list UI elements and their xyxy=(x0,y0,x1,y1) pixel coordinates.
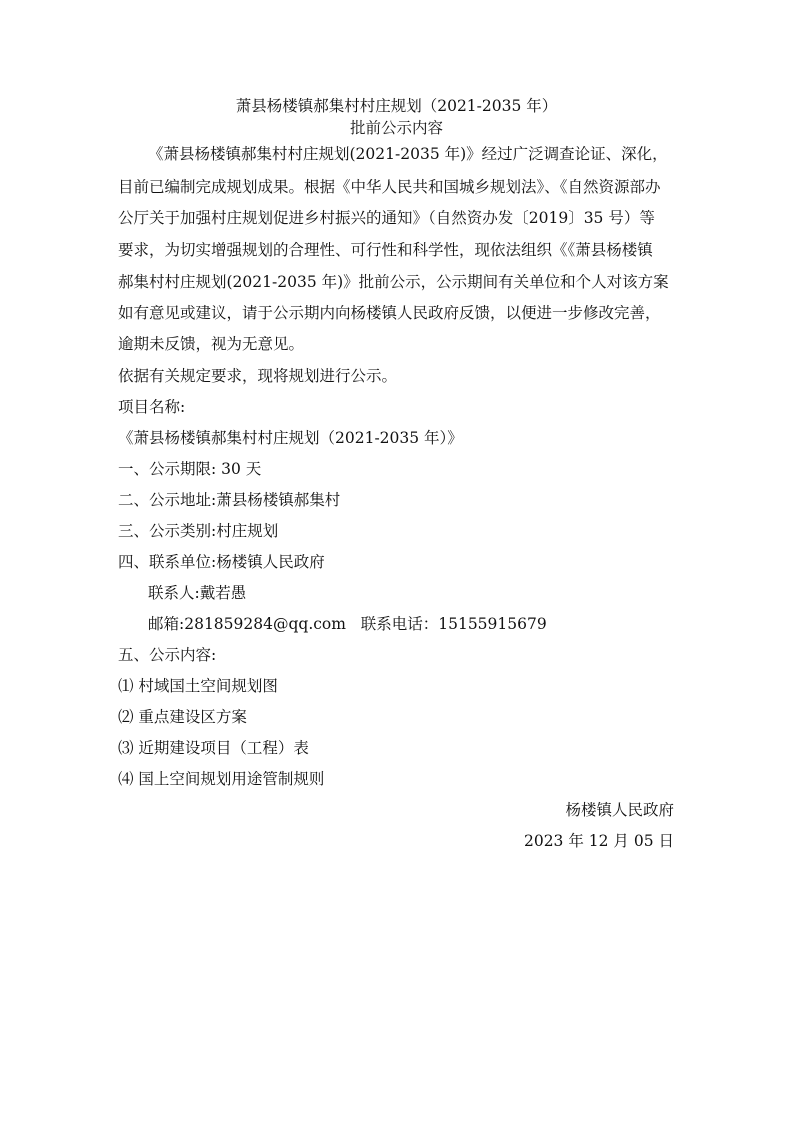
intro-paragraph-line: 《萧县杨楼镇郝集村村庄规划(2021-2035 年)》经过广泛调查论证、深化， xyxy=(148,145,668,163)
document-title: 萧县杨楼镇郝集村村庄规划（2021-2035 年） xyxy=(235,97,558,115)
intro-paragraph-line: 要求，为切实增强规划的合理性、可行性和科学性，现依法组织《《萧县杨楼镇 xyxy=(118,241,653,259)
content-item: ⑷ 国上空间规划用途管制规则 xyxy=(118,770,325,788)
content-item: ⑵ 重点建设区方案 xyxy=(118,708,247,726)
contact-person: 联系人:戴若愚 xyxy=(148,584,247,602)
contact-email-phone: 邮箱:281859284@qq.com 联系电话：15155915679 xyxy=(148,615,547,633)
publicity-period: 一、公示期限: 30 天 xyxy=(118,460,262,478)
content-item: ⑴ 村域国土空间规划图 xyxy=(118,677,278,695)
content-label: 五、公示内容: xyxy=(118,646,217,664)
intro-paragraph-line: 目前已编制完成规划成果。根据《中华人民共和国城乡规划法》、《自然资源部办 xyxy=(118,178,661,196)
signature-date: 2023 年 12 月 05 日 xyxy=(523,832,674,850)
contact-unit: 四、联系单位:杨楼镇人民政府 xyxy=(118,553,325,571)
signature-org: 杨楼镇人民政府 xyxy=(565,801,674,819)
intro-paragraph-line: 逾期未反馈，视为无意见。 xyxy=(118,335,305,353)
intro-paragraph-line: 公厅关于加强村庄规划促进乡村振兴的通知》（自然资办发〔2019〕35 号）等 xyxy=(118,209,655,227)
publicity-location: 二、公示地址:萧县杨楼镇郝集村 xyxy=(118,491,341,509)
project-name-value: 《萧县杨楼镇郝集村村庄规划（2021-2035 年）》 xyxy=(118,429,463,447)
document-subtitle: 批前公示内容 xyxy=(349,119,443,137)
basis-statement: 依据有关规定要求，现将规划进行公示。 xyxy=(118,367,398,385)
publicity-category: 三、公示类别:村庄规划 xyxy=(118,522,279,540)
intro-paragraph-line: 郝集村村庄规划(2021-2035 年)》批前公示，公示期间有关单位和个人对该方案 xyxy=(118,273,669,291)
content-item: ⑶ 近期建设项目（工程）表 xyxy=(118,739,309,757)
project-name-label: 项目名称: xyxy=(118,398,186,416)
intro-paragraph-line: 如有意见或建议，请于公示期内向杨楼镇人民政府反馈，以便进一步修改完善， xyxy=(118,304,661,322)
